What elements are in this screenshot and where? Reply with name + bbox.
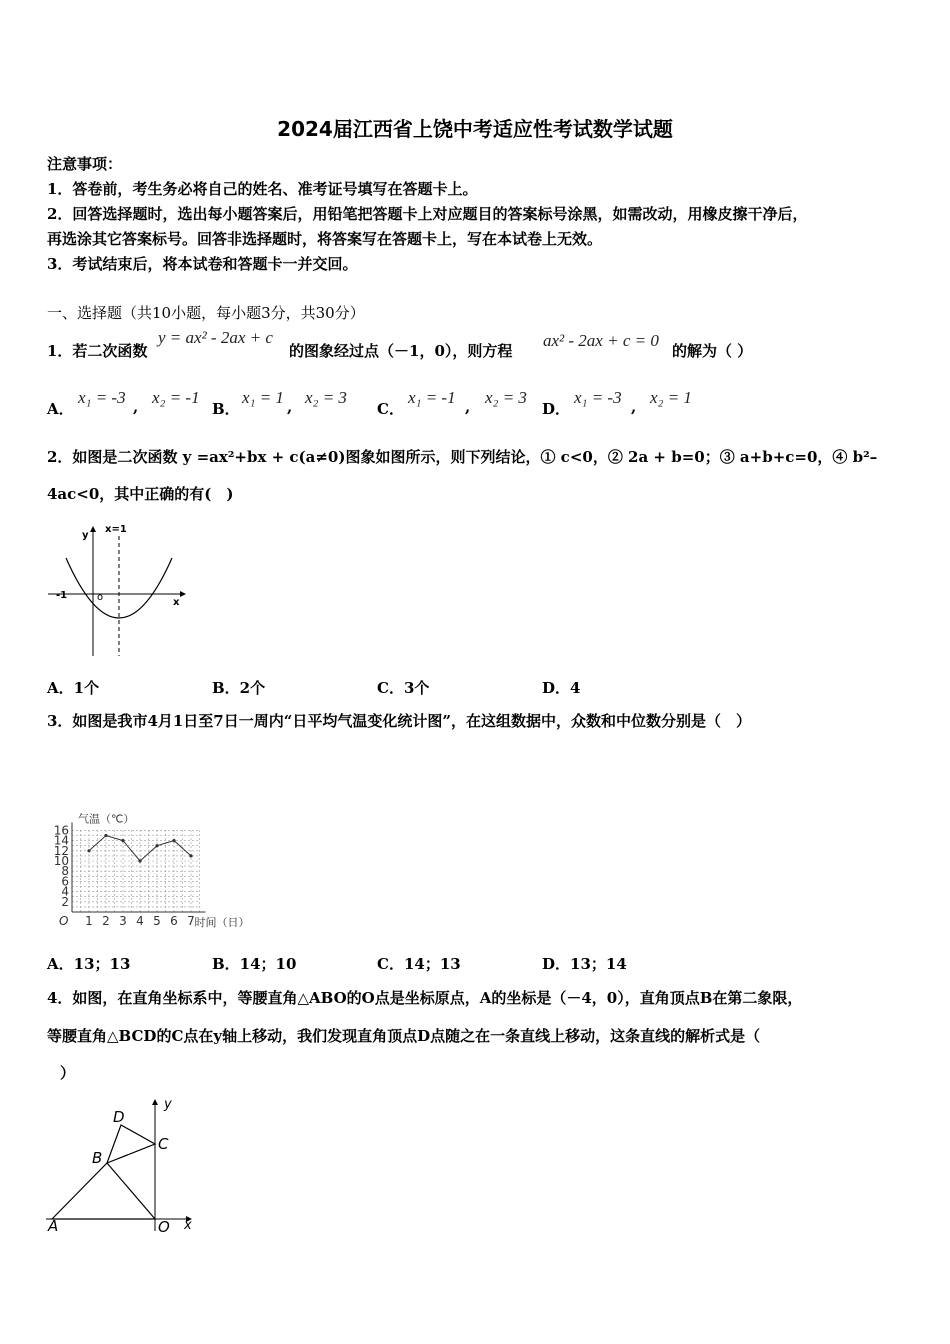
temperature-chart [50,742,272,930]
notice-item-3: 3．考试结束后，将本试卷和答题卡一并交回。 [47,255,358,273]
triangle-figure [42,1095,202,1235]
q1-option-d-x2: x₂ = 1 [650,388,692,407]
q3-option-a: A．13；13 [47,955,131,973]
triangle-abo [52,1163,155,1219]
fig-label-o: O [158,1218,170,1235]
q1-option-a-label: A． [47,400,74,418]
notice-item-2-cont: 再选涂其它答案标号。回答非选择题时，将答案写在答题卡上，写在本试卷上无效。 [47,230,603,248]
q2-option-a: A．1个 [47,679,100,697]
y-tick-label: 16 [53,823,69,838]
q2-line1: 2．如图是二次函数 y =ax²+bx + c(a≠0)图象如图所示，则下列结论，① c<0，② 2a + b=0；③ a+b+c=0，④ b²– [47,448,878,466]
q1-option-c-label: C． [377,400,404,418]
data-point [172,839,175,842]
q2-option-c: C．3个 [377,679,430,697]
q1-option-d-label: D． [542,400,571,418]
q1-option-c-x2: x₂ = 3 [485,388,527,407]
q1-suffix: 的解为（ ） [672,342,753,360]
x-tick-label: 1 [85,914,93,928]
q1-prefix: 1．若二次函数 [47,342,148,360]
notice-item-2: 2．回答选择题时，选出每小题答案后，用铅笔把答题卡上对应题目的答案标号涂黑，如需改动，用橡皮擦干净后， [47,205,808,223]
q3-option-b: B．14；10 [212,955,297,973]
data-point [138,859,141,862]
graph-x-label: x [173,597,180,608]
q4-line3: ） [60,1064,76,1082]
chart-origin-label: O [59,914,69,928]
y-axis-arrow-icon [90,526,96,532]
q1-mid: 的图象经过点（－1，0），则方程 [289,342,513,360]
y-tick-label: 4 [61,884,69,899]
notice-item-1: 1．答卷前，考生务必将自己的姓名、准考证号填写在答题卡上。 [47,180,478,198]
graph-neg-one: -1 [56,590,68,601]
data-point [189,854,192,857]
section-heading: 一、选择题（共10小题，每小题3分，共30分） [47,304,365,322]
x-tick-label: 5 [153,914,161,928]
q1-option-a-x1: x₁ = -3 [78,388,126,407]
q1-option-c-x1: x₁ = -1 [408,388,456,407]
data-point [121,839,124,842]
fig-label-d: D [113,1108,125,1126]
q2-option-d: D．4 [542,679,581,697]
data-point [87,849,90,852]
chart-xlabel: 时间（日） [194,916,250,929]
chart-ylabel: 气温（℃） [78,812,135,826]
notice-heading: 注意事项： [47,155,123,173]
chart-grid [72,830,200,912]
y-tick-label: 8 [61,864,69,879]
x-axis-arrow-icon [180,591,186,597]
q1-function: y = ax² - 2ax + c [158,328,273,347]
q1-equation: ax² - 2ax + c = 0 [543,331,659,350]
x-tick-label: 3 [119,914,127,928]
data-point [155,844,158,847]
graph-origin: o [97,592,104,603]
fig-label-x: x [184,1218,192,1233]
x-tick-label: 6 [170,914,178,928]
fig-label-b: B [92,1149,103,1167]
q1-option-b-x1: x₁ = 1 [242,388,284,407]
fig-label-c: C [158,1135,169,1153]
q4-line1: 4．如图，在直角坐标系中，等腰直角△ABO的O点是坐标原点，A的坐标是（－4，0），直角顶点B在第二象限， [47,989,803,1007]
page-title: 2024届江西省上饶中考适应性考试数学试题 [277,117,673,141]
fig-label-a: A [48,1217,59,1235]
y-tick-label: 10 [53,854,69,868]
q2-option-b: B．2个 [212,679,266,697]
fig-y-arrow-icon [152,1099,158,1105]
q4-line2: 等腰直角△BCD的C点在y轴上移动，我们发现直角顶点D点随之在一条直线上移动，这条直线的解析式是（ [47,1027,761,1045]
y-tick-label: 6 [61,874,69,889]
y-tick-label: 2 [61,894,69,909]
y-tick-label: 14 [53,833,69,848]
q3-text: 3．如图是我市4月1日至7日一周内“日平均气温变化统计图”，在这组数据中，众数和中位数分别是（ ） [47,712,752,730]
parabola-figure [42,518,202,660]
q3-option-d: D．13；14 [542,955,627,973]
y-tick-label: 12 [53,843,69,858]
x-tick-label: 4 [136,914,144,928]
q1-option-b-x2: x₂ = 3 [305,388,347,407]
q2-line2: 4ac<0，其中正确的有( ) [47,485,234,503]
q3-option-c: C．14；13 [377,955,461,973]
x-tick-label: 2 [102,914,110,928]
chart-axes [72,822,206,912]
q1-option-d-x1: x₁ = -3 [574,388,622,407]
q1-option-b-label: B． [212,400,240,418]
graph-axis-label: x=1 [105,524,127,535]
x-tick-label: 7 [187,914,195,928]
triangle-bcd [107,1125,155,1163]
fig-label-y: y [164,1097,172,1112]
data-point [104,834,107,837]
graph-y-label: y [82,530,89,541]
q1-option-a-x2: x₂ = -1 [152,388,200,407]
